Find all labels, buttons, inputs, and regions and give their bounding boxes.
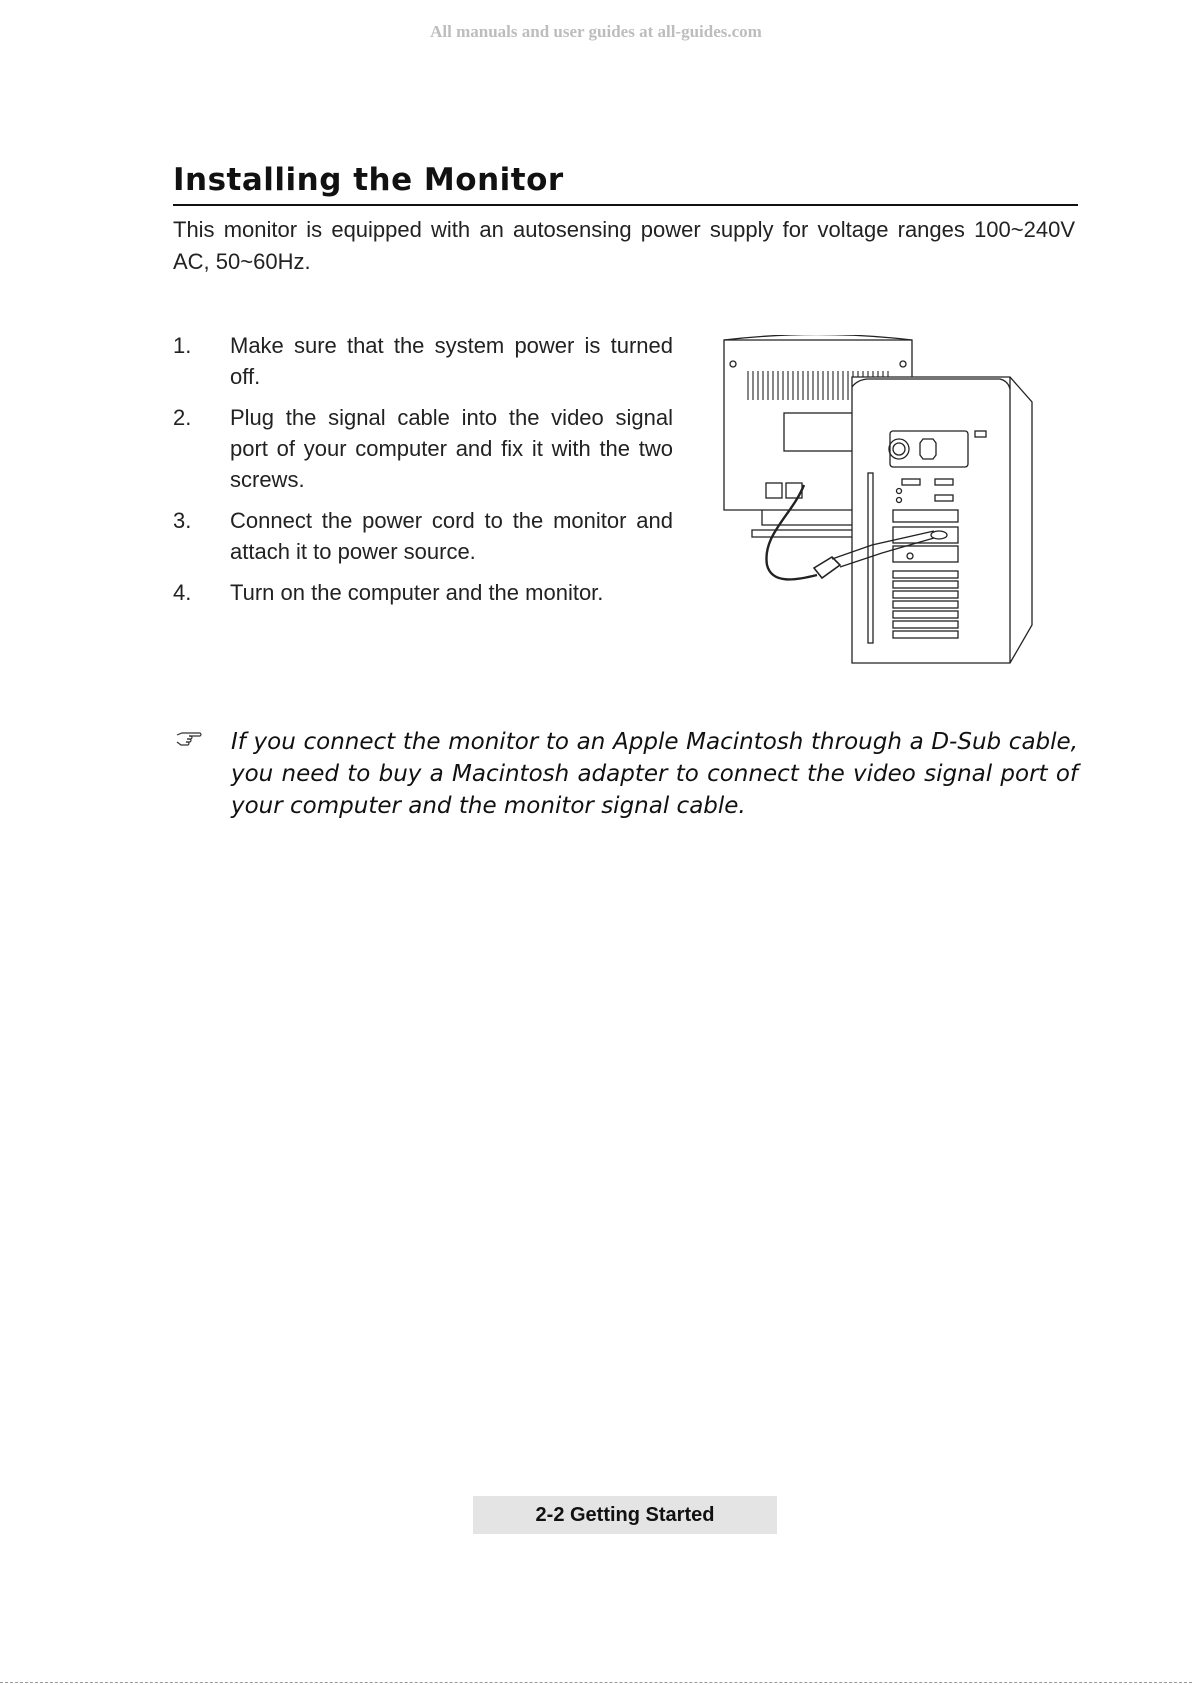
step-text: Turn on the computer and the monitor. [230,580,604,605]
watermark: All manuals and user guides at all-guides.com [430,22,762,41]
monitor-and-computer-illustration [722,335,1040,670]
list-item [173,505,673,567]
intro-paragraph: This monitor is equipped with an autosensing power supply for voltage ranges 100~240V AC, 50~60Hz. [173,217,1075,274]
step-number: 3. [173,508,192,533]
step-number: 2. [173,405,192,430]
list-item [173,330,673,392]
note [173,726,1078,822]
list-item [173,402,673,495]
note-text: If you connect the monitor to an Apple Macintosh through a D-Sub cable, you need to buy a Macintosh adapter to connect the video signal port of your computer and the monitor signal cable. [231,729,1078,819]
step-text: Plug the signal cable into the video signal port of your computer and fix it with the two screws. [230,405,673,492]
section-title: Installing the Monitor [173,162,1078,206]
pointing-hand-icon [176,730,202,746]
list-item [173,577,673,608]
page-footer [473,1496,777,1534]
step-text: Connect the power cord to the monitor and attach it to power source. [230,508,673,564]
page-edge-divider [0,1682,1192,1683]
step-text: Make sure that the system power is turned off. [230,333,673,389]
step-number: 1. [173,333,192,358]
footer-label: 2-2 Getting Started [535,1504,715,1526]
installation-steps [173,330,673,618]
step-number: 4. [173,580,192,605]
